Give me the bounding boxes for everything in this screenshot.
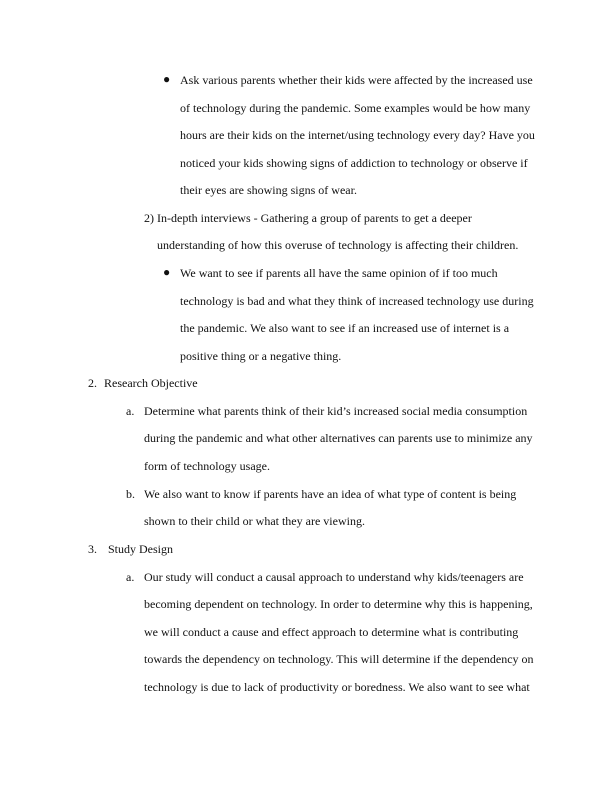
paragraph-line: of technology during the pandemic. Some examples would be how many [180,101,531,115]
paragraph-line: the pandemic. We also want to see if an increased use of internet is a [180,321,510,335]
section-number: 3. [88,542,97,556]
paragraph-line: Our study will conduct a causal approach to understand why kids/teenagers are [144,570,524,584]
paragraph-line: towards the dependency on technology. This will determine if the dependency on [144,652,534,666]
bullet-marker: ● [163,72,171,86]
list-marker: a. [126,404,135,418]
paragraph-line: technology is due to lack of productivity or boredness. We also want to see what [144,680,530,694]
bullet-marker: ● [163,265,171,279]
paragraph-line: form of technology usage. [144,459,270,473]
list-marker: a. [126,570,135,584]
list-marker: b. [126,487,135,501]
paragraph-line: shown to their child or what they are viewing. [144,514,365,528]
paragraph-line: Determine what parents think of their kid’s increased social media consumption [144,404,528,418]
section-number: 2. [88,376,97,390]
paragraph-line: technology is bad and what they think of increased technology use during [180,294,534,308]
paragraph-line: We also want to know if parents have an idea of what type of content is being [144,487,517,501]
paragraph-line: their eyes are showing signs of wear. [180,183,357,197]
paragraph-line: understanding of how this overuse of technology is affecting their children. [157,238,519,252]
paragraph-line: Ask various parents whether their kids were affected by the increased use [180,73,533,87]
paragraph-line: becoming dependent on technology. In order to determine why this is happening, [144,597,533,611]
paragraph-line: 2) In-depth interviews - Gathering a group of parents to get a deeper [144,211,472,225]
paragraph-line: we will conduct a cause and effect approach to determine what is contributing [144,625,519,639]
paragraph-line: hours are their kids on the internet/using technology every day? Have you [180,128,535,142]
section-heading: Study Design [108,542,174,556]
paragraph-line: noticed your kids showing signs of addiction to technology or observe if [180,156,528,170]
paragraph-line: positive thing or a negative thing. [180,349,342,363]
paragraph-line: We want to see if parents all have the same opinion of if too much [180,266,498,280]
section-heading: Research Objective [104,376,198,390]
paragraph-line: during the pandemic and what other alternatives can parents use to minimize any [144,431,533,445]
